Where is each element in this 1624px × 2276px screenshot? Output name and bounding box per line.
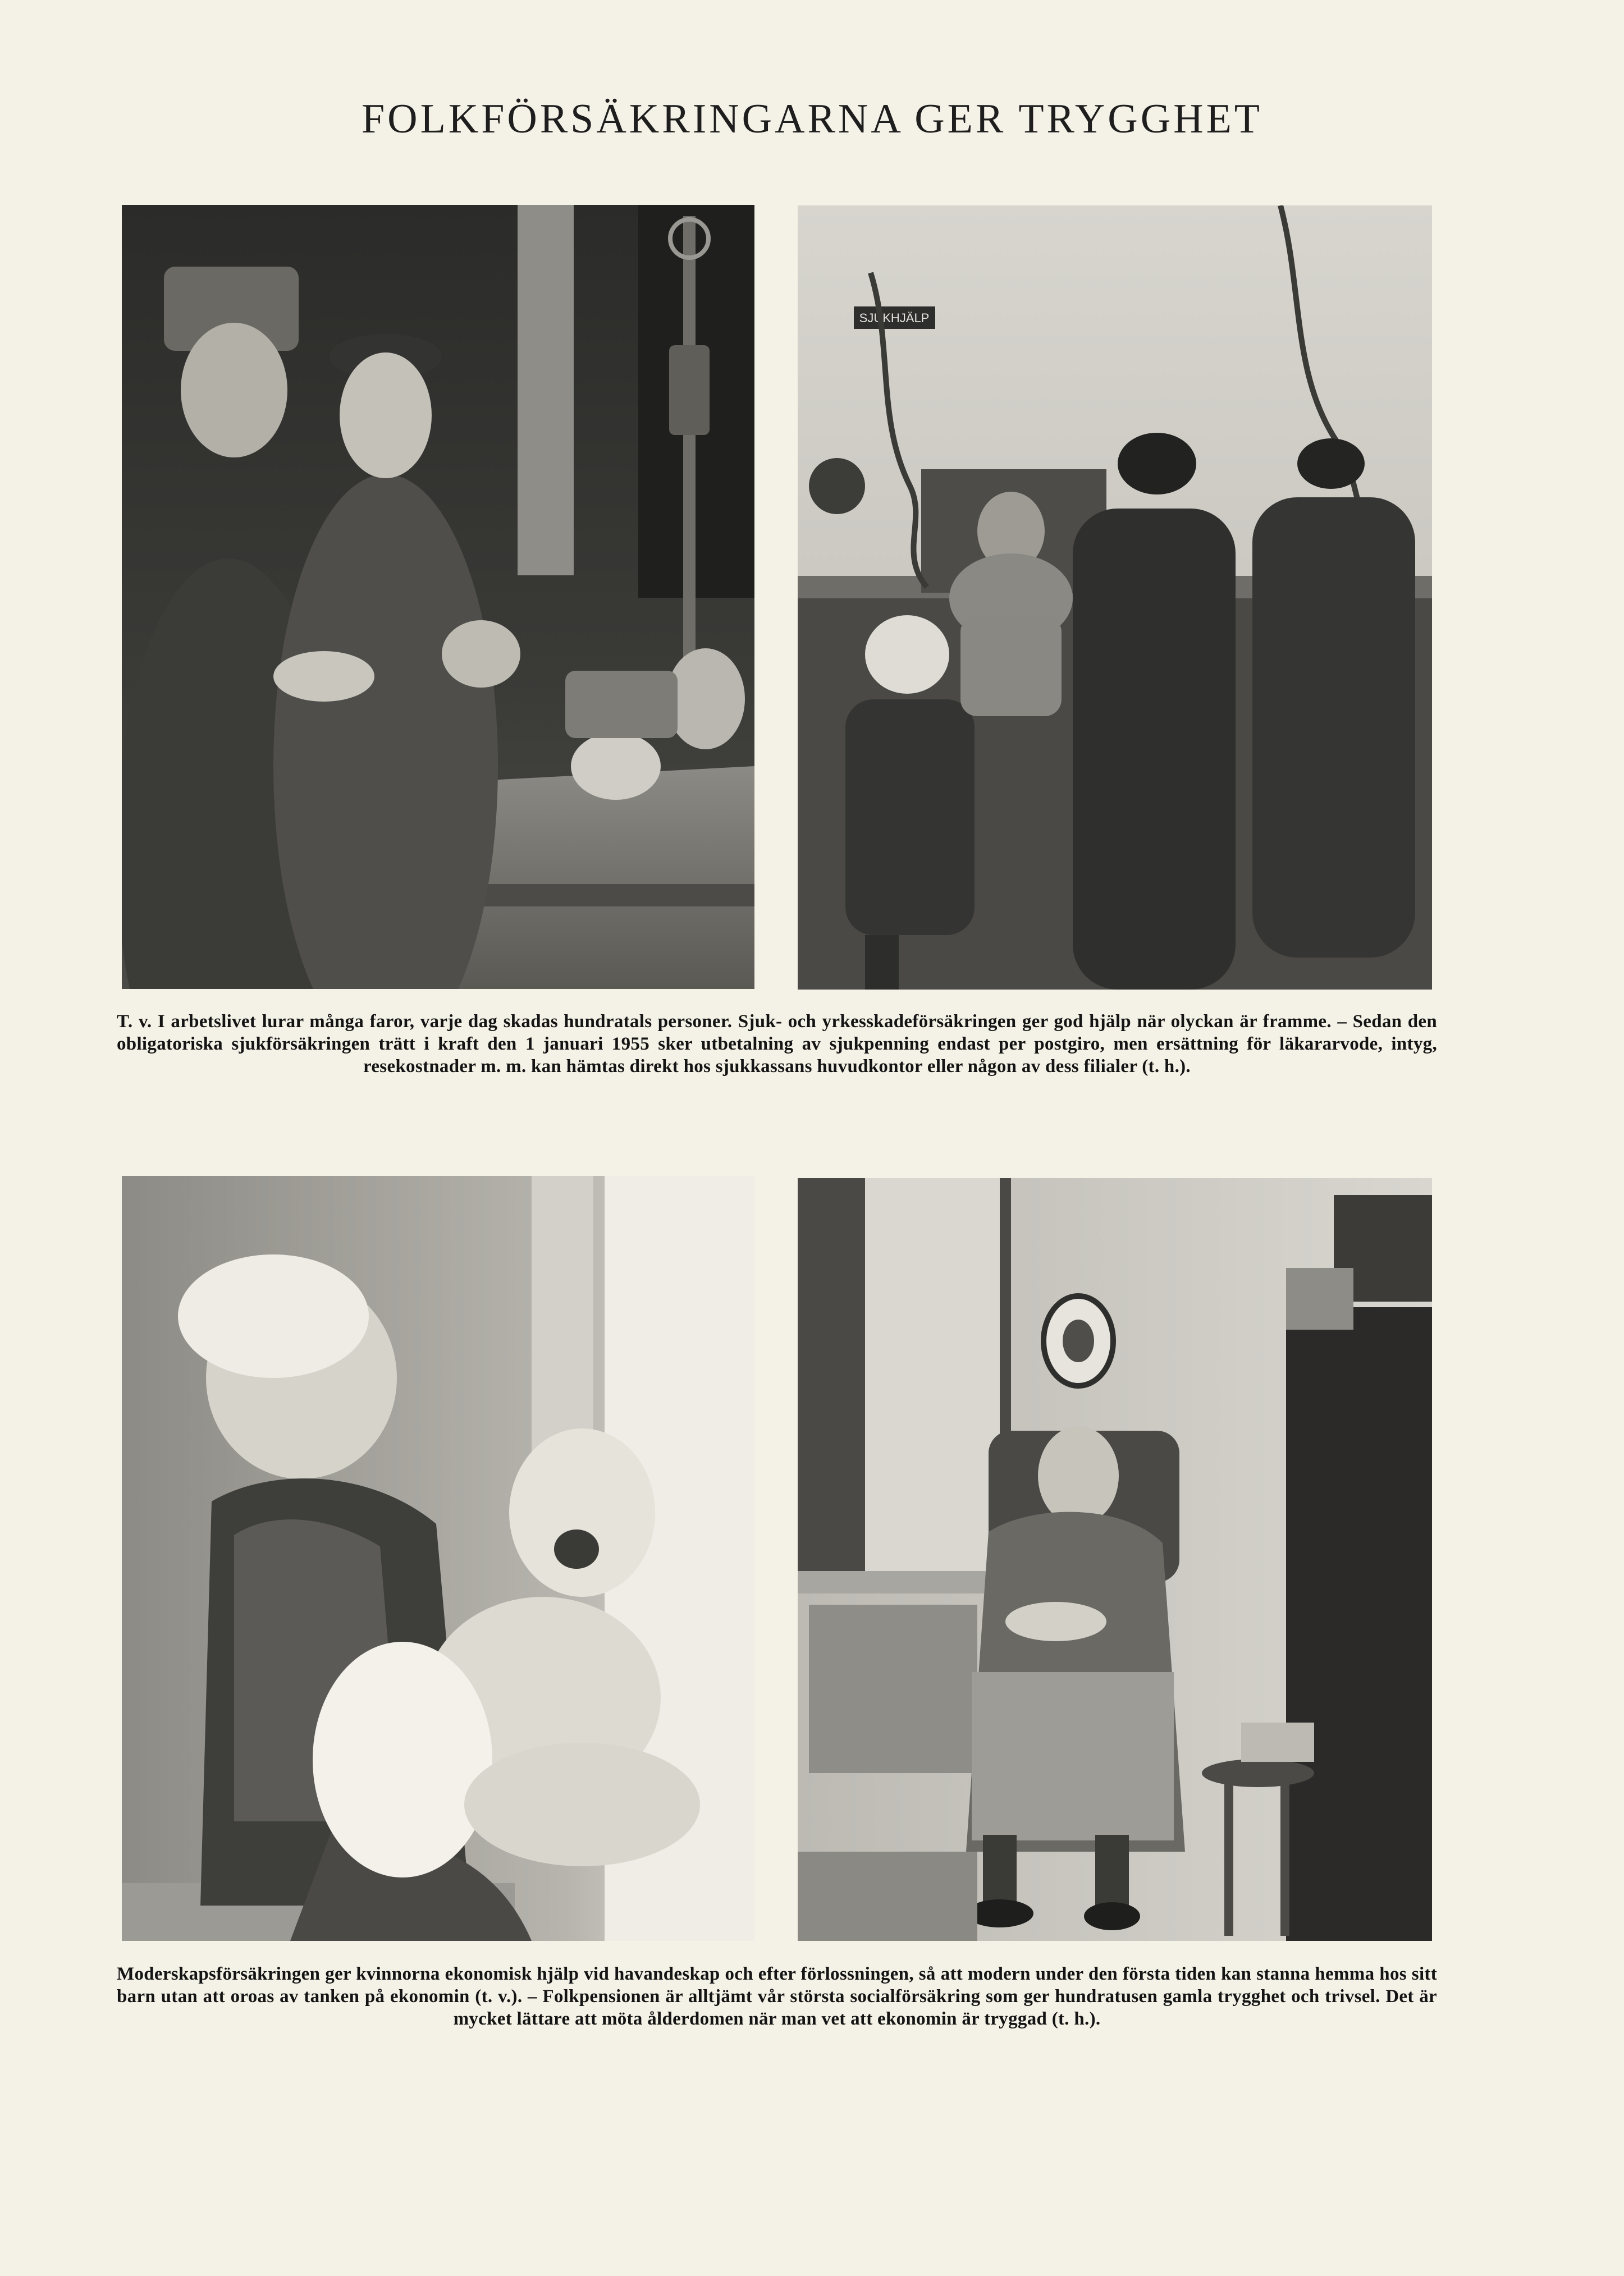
- workshop-photo: [122, 205, 754, 989]
- top-photo-caption: T. v. I arbetslivet lurar många faror, varje dag skadas hundratals personer. Sjuk- och yrkesskadeförsäkringen ger god hjälp när olyckan är framme. – Sedan den obligatoriska sjukförsäkringen trätt i kraft den 1 januari 1955 sker utbetalning av sjukpenning endast per postgiro, men ersättning för läkararvode, intyg, resekostnader m. m. kan hämtas direkt hos sjukkassans huvudkontor eller någon av dess filialer (t. h.).: [117, 1011, 1437, 1077]
- page-title: FOLKFÖRSÄKRINGARNA GER TRYGGHET: [361, 96, 1262, 142]
- bottom-photo-caption: Moderskapsförsäkringen ger kvinnorna ekonomisk hjälp vid havandeskap och efter förlossningen, så att modern under den första tiden kan stanna hemma hos sitt barn utan att oroas av tanken på ekonomin (t. v.). – Folkpensionen är alltjämt vår största socialförsäkring som ger hundratusen gamla trygghet och trivsel. Det är mycket lättare att möta ålderdomen när man vet att ekonomin är tryggad (t. h.).: [117, 1964, 1437, 2029]
- mother-baby-photo: [122, 1176, 754, 1941]
- sickness-office-sign: SJUKHJÄLP: [859, 311, 930, 325]
- sickness-office-photo: [798, 205, 1432, 990]
- pensioner-knitting-photo: [798, 1178, 1432, 1941]
